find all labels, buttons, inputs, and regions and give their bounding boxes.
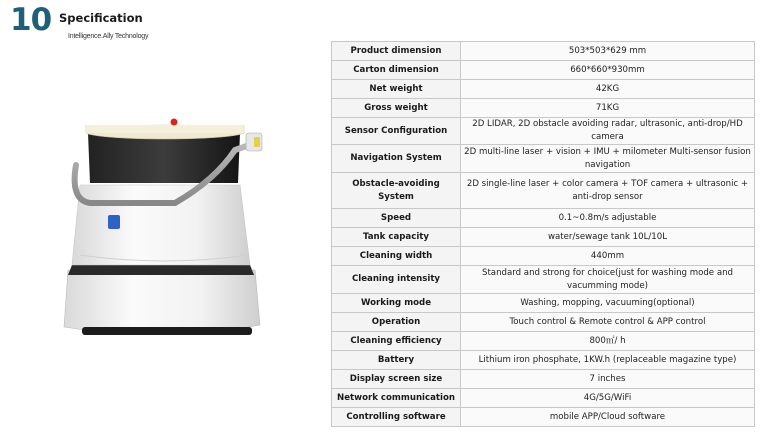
spec-label: Network communication bbox=[332, 389, 461, 408]
spec-row bbox=[332, 228, 755, 247]
spec-value: 2D single-line laser + color camera + TOF camera + ultrasonic + anti-drop sensor bbox=[461, 173, 755, 209]
spec-label: Sensor Configuration bbox=[332, 118, 461, 145]
spec-label: Cleaning intensity bbox=[332, 266, 461, 294]
spec-value: 660*660*930mm bbox=[461, 61, 755, 80]
spec-label: Operation bbox=[332, 313, 461, 332]
spec-label: Cleaning width bbox=[332, 247, 461, 266]
spec-label: Tank capacity bbox=[332, 228, 461, 247]
spec-value: Washing, mopping, vacuuming(optional) bbox=[461, 294, 755, 313]
spec-value: Standard and strong for choice(just for washing mode and vacumming mode) bbox=[461, 266, 755, 294]
spec-row bbox=[332, 332, 755, 351]
spec-label: Navigation System bbox=[332, 145, 461, 173]
cleaning-robot-image bbox=[50, 105, 280, 345]
spec-label: Obstacle-avoiding System bbox=[332, 173, 461, 209]
spec-label: Controlling software bbox=[332, 408, 461, 427]
spec-row bbox=[332, 209, 755, 228]
brand-subtitle: Intelligence.Ally Technology bbox=[68, 33, 149, 40]
section-number: 10 bbox=[10, 2, 52, 38]
spec-label: Display screen size bbox=[332, 370, 461, 389]
spec-value: 7 inches bbox=[461, 370, 755, 389]
spec-label: Speed bbox=[332, 209, 461, 228]
spec-value: Touch control & Remote control & APP control bbox=[461, 313, 755, 332]
spec-table bbox=[331, 41, 755, 427]
spec-row bbox=[332, 145, 755, 173]
spec-value: 2D LIDAR, 2D obstacle avoiding radar, ultrasonic, anti-drop/HD camera bbox=[461, 118, 755, 145]
spec-row bbox=[332, 389, 755, 408]
spec-value: Lithium iron phosphate, 1KW.h (replaceable magazine type) bbox=[461, 351, 755, 370]
spec-value: 800㎡/ h bbox=[461, 332, 755, 351]
spec-label: Working mode bbox=[332, 294, 461, 313]
spec-row bbox=[332, 118, 755, 145]
spec-row bbox=[332, 173, 755, 209]
spec-label: Cleaning efficiency bbox=[332, 332, 461, 351]
spec-row bbox=[332, 80, 755, 99]
spec-row bbox=[332, 351, 755, 370]
spec-value: mobile APP/Cloud software bbox=[461, 408, 755, 427]
spec-label: Net weight bbox=[332, 80, 461, 99]
spec-value: 440mm bbox=[461, 247, 755, 266]
spec-row bbox=[332, 42, 755, 61]
spec-row bbox=[332, 266, 755, 294]
spec-value: 503*503*629 mm bbox=[461, 42, 755, 61]
spec-label: Gross weight bbox=[332, 99, 461, 118]
spec-value: 71KG bbox=[461, 99, 755, 118]
spec-label: Battery bbox=[332, 351, 461, 370]
page-title: Specification bbox=[59, 11, 143, 25]
spec-row bbox=[332, 408, 755, 427]
spec-value: 2D multi-line laser + vision + IMU + milometer Multi-sensor fusion navigation bbox=[461, 145, 755, 173]
spec-row bbox=[332, 370, 755, 389]
spec-value: 42KG bbox=[461, 80, 755, 99]
spec-label: Product dimension bbox=[332, 42, 461, 61]
spec-value: water/sewage tank 10L/10L bbox=[461, 228, 755, 247]
spec-row bbox=[332, 61, 755, 80]
spec-row bbox=[332, 294, 755, 313]
spec-row bbox=[332, 247, 755, 266]
spec-label: Carton dimension bbox=[332, 61, 461, 80]
spec-row bbox=[332, 313, 755, 332]
spec-value: 4G/5G/WiFi bbox=[461, 389, 755, 408]
spec-value: 0.1~0.8m/s adjustable bbox=[461, 209, 755, 228]
spec-row bbox=[332, 99, 755, 118]
